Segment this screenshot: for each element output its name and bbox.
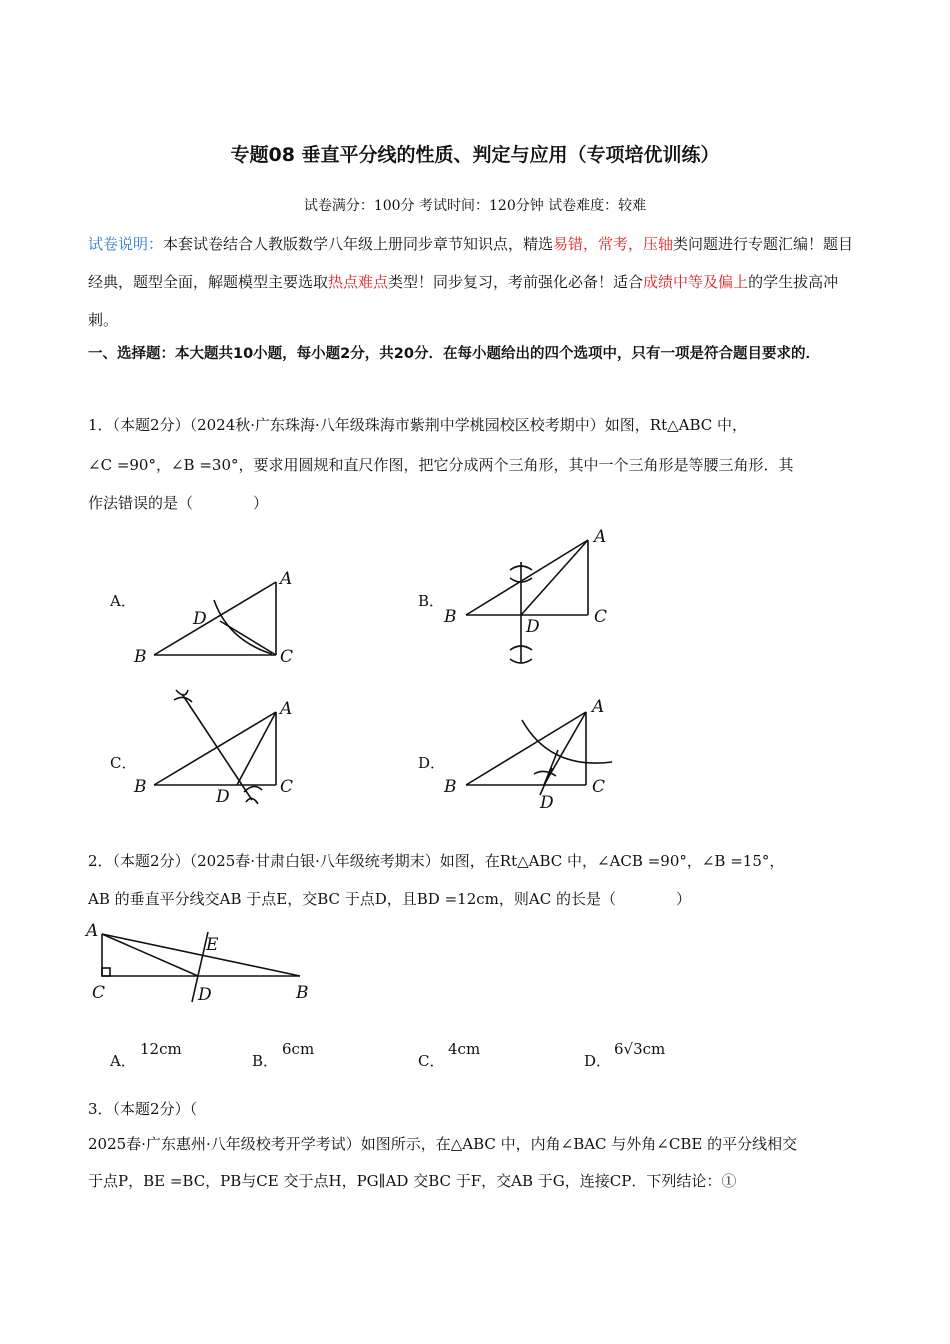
q1-option-b-label: B． <box>418 592 445 610</box>
intro-highlight-1: 易错，常考，压轴 <box>553 235 674 253</box>
q2-option-a-value: 12cm <box>140 1040 182 1058</box>
label-c: C <box>592 777 606 797</box>
q2-option-a-label: A． <box>110 1052 136 1070</box>
intro-label: 试卷说明： <box>88 235 164 253</box>
q3-line-2: 2025春·广东惠州·八年级校考开学考试）如图所示，在△ABC 中，内角∠BAC 与外角∠CBE 的平分线相交 <box>88 1135 798 1153</box>
label-a: A <box>86 921 99 941</box>
q1-figure-a <box>130 560 310 675</box>
q2-line-1: 2．（本题2分）（2025春·甘肃白银·八年级统考期末）如图，在Rt△ABC 中，∠ACB =90°，∠B =15°， <box>88 852 785 870</box>
q2-option-d-label: D． <box>584 1052 612 1070</box>
intro-text-4: 的学生拔高冲刺。 <box>88 273 839 329</box>
label-c: C <box>594 607 608 627</box>
intro-highlight-3: 成绩中等及偏上 <box>643 273 749 291</box>
q2-figure <box>80 918 320 1010</box>
q2-option-b-value: 6cm <box>282 1040 315 1058</box>
q3-line-3: 于点P，BE =BC，PB与CE 交于点H，PG∥AD 交BC 于F，交AB 于G，连接CP．下列结论：① <box>88 1172 737 1190</box>
label-d: D <box>216 787 230 807</box>
q1-figure-b <box>440 522 620 670</box>
label-d: D <box>193 609 207 629</box>
intro-text-3: 类型！同步复习，考前强化必备！适合 <box>388 273 644 291</box>
label-b: B <box>134 647 147 667</box>
section-heading: 一、选择题：本大题共10小题，每小题2分，共20分．在每小题给出的四个选项中，只有一项是符合题目要求的． <box>88 346 820 362</box>
label-a: A <box>280 699 293 719</box>
label-c: C <box>92 983 106 1003</box>
q2-option-c-label: C． <box>418 1052 445 1070</box>
q1-line-3: 作法错误的是（ ） <box>88 494 269 512</box>
q3-line-1: 3．（本题2分）（ <box>88 1100 198 1118</box>
q2-option-c-value: 4cm <box>448 1040 481 1058</box>
intro-text-2: 类问题进行专题汇编！题目经典，题型全面，解题模型主要选取 <box>88 235 854 291</box>
q1-option-c-label: C． <box>110 754 137 772</box>
q1-line-1: 1．（本题2分）（2024秋·广东珠海·八年级珠海市紫荆中学桃园校区校考期中）如图，Rt△ABC 中， <box>88 416 748 434</box>
label-b: B <box>134 777 147 797</box>
q1-figure-d <box>440 690 620 815</box>
intro-text-1: 本套试卷结合人教版数学八年级上册同步章节知识点，精选 <box>163 235 554 253</box>
label-a: A <box>280 569 293 589</box>
label-c: C <box>280 777 294 797</box>
q1-line-2: ∠C =90°，∠B =30°，要求用圆规和直尺作图，把它分成两个三角形，其中一个三角形是等腰三角形．其 <box>88 456 794 474</box>
intro-highlight-2: 热点难点 <box>328 273 389 291</box>
label-d: D <box>198 985 212 1005</box>
q1-figure-c <box>130 682 310 807</box>
label-a: A <box>592 697 605 717</box>
label-b: B <box>444 777 457 797</box>
label-d: D <box>540 793 554 813</box>
label-b: B <box>444 607 457 627</box>
exam-meta: 试卷满分：100分 考试时间：120分钟 试卷难度：较难 <box>303 198 647 214</box>
intro-paragraph <box>88 225 868 339</box>
q1-option-a-label: A． <box>110 592 136 610</box>
q2-option-d-value: 6√3cm <box>614 1040 666 1058</box>
label-e: E <box>206 935 219 955</box>
q2-option-b-label: B． <box>252 1052 279 1070</box>
page-title: 专题08 垂直平分线的性质、判定与应用（专项培优训练） <box>230 144 720 166</box>
q2-line-2: AB 的垂直平分线交AB 于点E，交BC 于点D，且BD =12cm，则AC 的长是（ ） <box>88 890 691 908</box>
label-a: A <box>594 527 607 547</box>
label-b: B <box>296 983 309 1003</box>
label-d: D <box>526 617 540 637</box>
label-c: C <box>280 647 294 667</box>
q1-option-d-label: D． <box>418 754 446 772</box>
